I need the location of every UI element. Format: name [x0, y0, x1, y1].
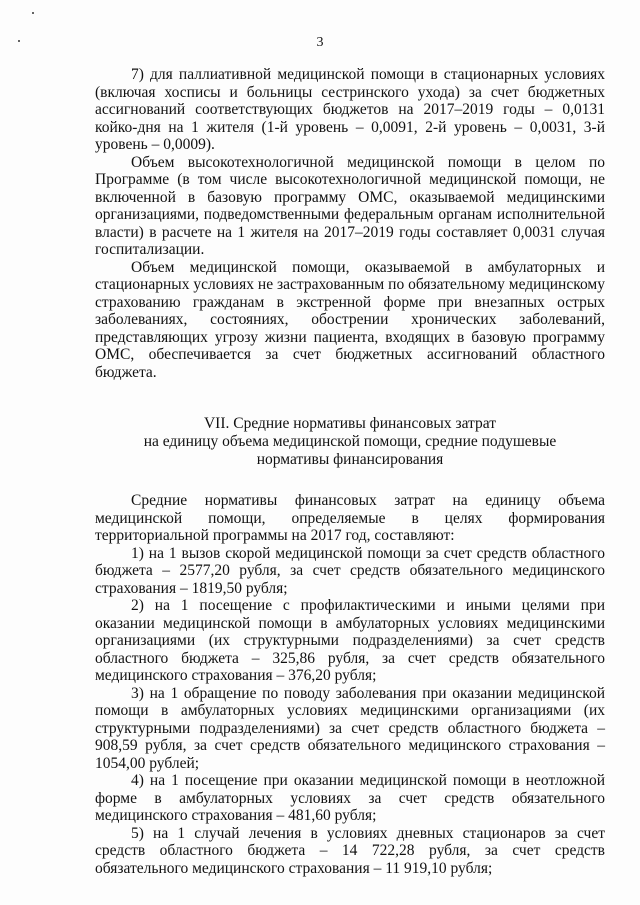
- document-body: [95, 66, 605, 877]
- paragraph-palliative-care: 7) для паллиативной медицинской помощи в стационарных условиях (включая хосписы и больницы сестринского ухода) за счет бюджетных ассигнований соответствующих бюджетов на 2017–2019 годы – 0,0131 койко-дня на 1 жителя (1-й уровень – 0,0091, 2-й уровень – 0,0031, 3-й уровень – 0,0009).: [95, 66, 605, 153]
- list-item-preventive-visit: 2) на 1 посещение с профилактическими и иными целями при оказании медицинской помощи в амбулаторных условиях медицинскими организациями (их структурными подразделениями) за счет средств областного бюджета – 325,86 рубля, за счет средств обязательного медицинского страхования – 376,20 рубля;: [95, 597, 605, 684]
- paragraph-high-tech-care: Объем высокотехнологичной медицинской помощи в целом по Программе (в том числе высокотехнологичной медицинской помощи, не включенной в базовую программу ОМС, оказываемой медицинскими организациями, подведомственными федеральным органам исполнительной власти) в расчете на 1 жителя на 2017–2019 годы составляет 0,0031 случая госпитализации.: [95, 153, 605, 258]
- section-heading: [95, 415, 605, 469]
- list-item-ambulance: 1) на 1 вызов скорой медицинской помощи за счет средств областного бюджета – 2577,20 рубля, за счет средств обязательного медицинского страхования – 1819,50 рубля;: [95, 544, 605, 597]
- scan-speck: [32, 12, 34, 14]
- list-item-urgent-visit: 4) на 1 посещение при оказании медицинской помощи в неотложной форме в амбулаторных условиях за счет средств обязательного медицинского страхования – 481,60 рубля;: [95, 772, 605, 824]
- page-number: 3: [316, 35, 324, 50]
- list-item-disease-appeal: 3) на 1 обращение по поводу заболевания при оказании медицинской помощи в амбулаторных условиях медицинскими организациями (их структурными подразделениями) за счет средств областного бюджета – 908,59 рубля, за счет средств обязательного медицинского страхования – 1054,00 рублей;: [95, 684, 605, 772]
- section-heading-line: на единицу объема медицинской помощи, средние подушевые: [143, 433, 557, 450]
- list-item-day-hospital: 5) на 1 случай лечения в условиях дневных стационаров за счет средств областного бюджета – 14 722,28 рубля, за счет средств обязательного медицинского страхования – 11 919,10 рубля;: [95, 824, 605, 877]
- paragraph-uninsured-emergency: Объем медицинской помощи, оказываемой в амбулаторных и стационарных условиях не застрахованным по обязательному медицинскому страхованию гражданам в экстренной форме при внезапных острых заболеваниях, состояниях, обострении хронических заболеваний, представляющих угрозу жизни пациента, входящих в базовую программу ОМС, обеспечивается за счет бюджетных ассигнований областного бюджета.: [95, 258, 605, 381]
- section-heading-line: VII. Средние нормативы финансовых затрат: [203, 415, 497, 432]
- paragraph-intro-norms: Средние нормативы финансовых затрат на единицу объема медицинской помощи, определяемые в целях формирования территориальной программы на 2017 год, составляют:: [95, 492, 605, 544]
- section-heading-line: нормативы финансирования: [256, 451, 444, 468]
